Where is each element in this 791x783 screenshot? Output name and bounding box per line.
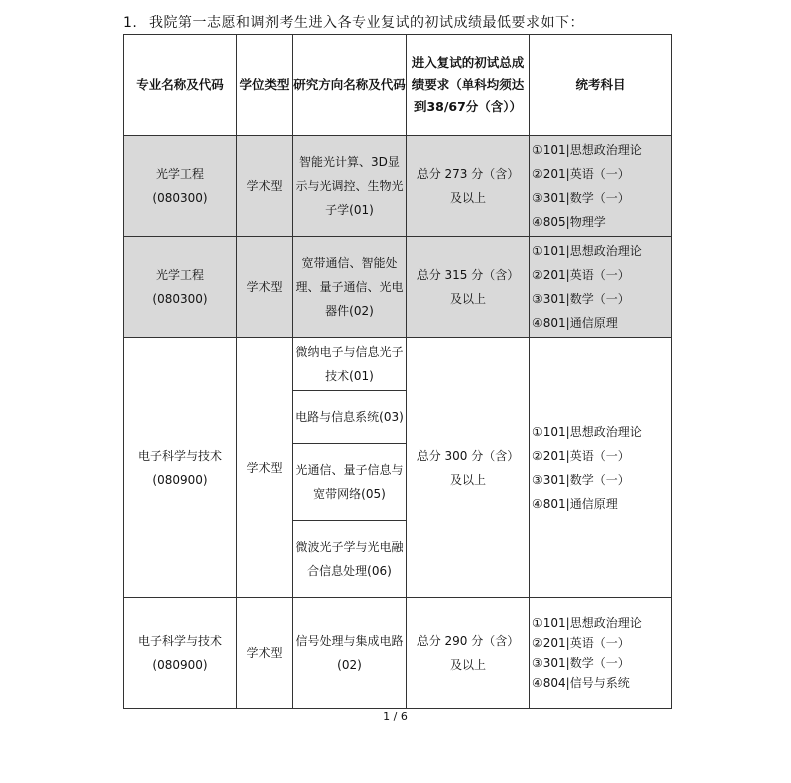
subject-item: ④805|物理学 (532, 215, 606, 229)
score-line: 及以上 (449, 292, 486, 306)
section-heading (123, 12, 584, 32)
header-subjects: 统考科目 (530, 35, 672, 136)
score-cell (407, 136, 530, 237)
major-name: 电子科学与技术 (137, 448, 222, 463)
direction-cell: 信号处理与集成电路(02) (293, 598, 407, 709)
subjects-cell (530, 237, 672, 338)
subjects-cell (530, 338, 672, 598)
subject-item: ④801|通信原理 (532, 316, 618, 330)
degree-cell: 学术型 (237, 338, 293, 598)
heading-number: 1. (123, 15, 138, 31)
degree-cell: 学术型 (237, 598, 293, 709)
subjects-cell (530, 136, 672, 237)
header-score: 进入复试的初试总成绩要求（单科均须达到38/67分（含）） (407, 35, 530, 136)
subject-item: ④804|信号与系统 (532, 676, 630, 690)
score-cell (407, 598, 530, 709)
major-name: 光学工程 (155, 167, 204, 181)
subject-item: ③301|数学（一） (532, 472, 630, 487)
direction-cell: 微纳电子与信息光子技术(01) (293, 338, 407, 391)
subject-item: ③301|数学（一） (532, 191, 630, 205)
table-row (124, 598, 672, 709)
subjects-cell (530, 598, 672, 709)
major-cell (124, 338, 237, 598)
subject-item: ①101|思想政治理论 (532, 244, 642, 258)
score-line: 及以上 (449, 658, 486, 672)
header-major: 专业名称及代码 (124, 35, 237, 136)
subject-item: ③301|数学（一） (532, 656, 630, 670)
score-line: 总分 315 分（含） (416, 268, 520, 282)
score-line: 总分 290 分（含） (416, 634, 520, 648)
major-cell (124, 136, 237, 237)
major-cell (124, 237, 237, 338)
score-line: 总分 300 分（含） (416, 448, 520, 463)
degree-cell: 学术型 (237, 237, 293, 338)
heading-text: 我院第一志愿和调剂考生进入各专业复试的初试成绩最低要求如下： (149, 15, 584, 31)
table-row (124, 136, 672, 237)
table-row (124, 237, 672, 338)
major-code: (080300) (152, 191, 208, 205)
subject-item: ①101|思想政治理论 (532, 143, 642, 157)
score-line: 及以上 (449, 472, 486, 487)
table-row (124, 338, 672, 391)
major-name: 光学工程 (155, 268, 204, 282)
score-line: 总分 273 分（含） (416, 167, 520, 181)
major-cell (124, 598, 237, 709)
score-cell (407, 237, 530, 338)
direction-cell: 光通信、量子信息与宽带网络(05) (293, 444, 407, 521)
direction-cell: 微波光子学与光电融合信息处理(06) (293, 521, 407, 598)
subject-item: ④801|通信原理 (532, 496, 618, 511)
table-header-row (124, 35, 672, 136)
subject-item: ②201|英语（一） (532, 167, 630, 181)
score-cell (407, 338, 530, 598)
subject-item: ①101|思想政治理论 (532, 616, 642, 630)
major-name: 电子科学与技术 (137, 634, 222, 648)
degree-cell: 学术型 (237, 136, 293, 237)
major-code: (080900) (152, 658, 208, 672)
score-line: 及以上 (449, 191, 486, 205)
subject-item: ③301|数学（一） (532, 292, 630, 306)
subject-item: ①101|思想政治理论 (532, 424, 642, 439)
direction-cell: 智能光计算、3D显示与光调控、生物光子学(01) (293, 136, 407, 237)
header-degree: 学位类型 (237, 35, 293, 136)
direction-cell: 宽带通信、智能处理、量子通信、光电器件(02) (293, 237, 407, 338)
page-number: 1 / 6 (383, 710, 408, 723)
major-code: (080300) (152, 292, 208, 306)
subject-item: ②201|英语（一） (532, 636, 630, 650)
major-code: (080900) (152, 472, 208, 487)
header-direction: 研究方向名称及代码 (293, 35, 407, 136)
subject-item: ②201|英语（一） (532, 448, 630, 463)
subject-item: ②201|英语（一） (532, 268, 630, 282)
score-requirements-table (123, 34, 672, 709)
direction-cell: 电路与信息系统(03) (293, 391, 407, 444)
